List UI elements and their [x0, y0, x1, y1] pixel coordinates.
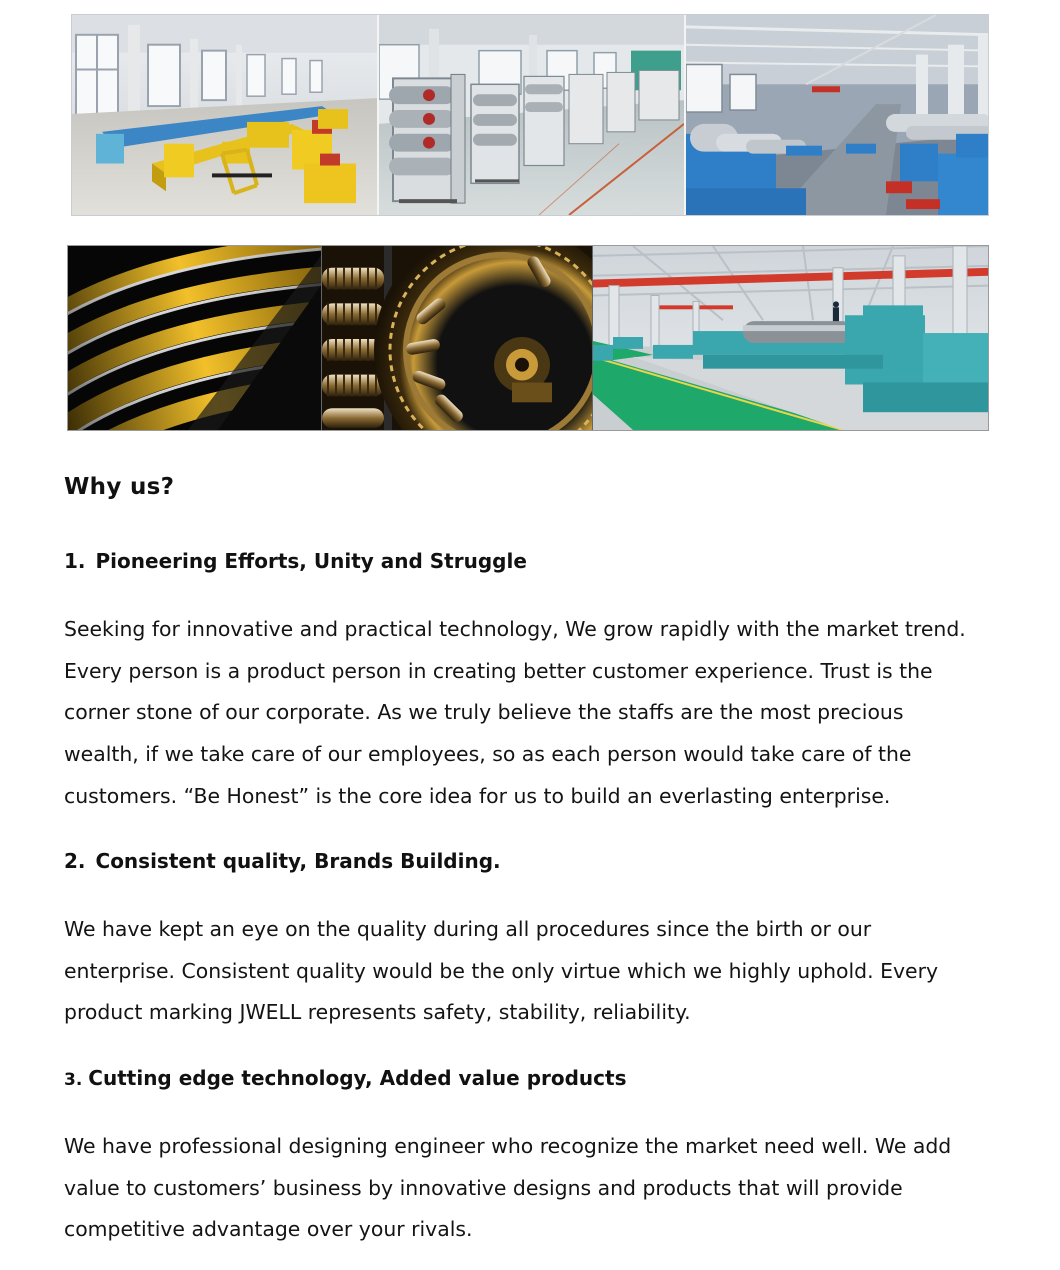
why-us-heading: Why us?: [64, 474, 175, 500]
section-2-number: 2.: [64, 849, 86, 873]
paragraph-line: We have kept an eye on the quality during all procedures since the birth or our: [64, 917, 872, 941]
paragraph-line: Seeking for innovative and practical technology, We grow rapidly with the market trend.: [64, 617, 966, 641]
section-3-title-text: Cutting edge technology, Added value products: [88, 1066, 627, 1090]
factory-hall-blue-pipe-lines-photo: [684, 15, 989, 215]
paragraph-line: corner stone of our corporate. As we truly believe the staffs are the most precious: [64, 700, 904, 725]
paragraph-line: Every person is a product person in creating better customer experience. Trust is the: [64, 658, 933, 683]
green-floor-machining-hall-photo: [592, 246, 989, 430]
factory-hall-yellow-lines-photo: [72, 15, 377, 215]
section-1-title: [64, 549, 527, 573]
section-1-title-text: Pioneering Efforts, Unity and Struggle: [95, 549, 527, 573]
machinery-photo-strip-bottom: [67, 245, 989, 431]
paragraph-line: wealth, if we take care of our employees, so as each person would take care of the: [64, 742, 912, 767]
paragraph-line: product marking JWELL represents safety, stability, reliability.: [64, 1000, 691, 1025]
section-3-title: [64, 1066, 627, 1090]
section-3-number: 3.: [64, 1070, 83, 1090]
section-2-title: [64, 849, 501, 873]
factory-photo-strip-top: [71, 14, 989, 216]
section-2-paragraph: [64, 909, 1004, 1034]
paragraph-line: enterprise. Consistent quality would be the only virtue which we highly uphold. Every: [64, 958, 939, 983]
paragraph-line: customers. “Be Honest” is the core idea for us to build an everlasting enterprise.: [64, 783, 891, 808]
section-3-paragraph: [64, 1126, 1004, 1251]
factory-hall-roller-stands-photo: [377, 15, 684, 215]
section-2-title-text: Consistent quality, Brands Building.: [95, 849, 501, 873]
paragraph-line: competitive advantage over your rivals.: [64, 1217, 473, 1242]
section-1-number: 1.: [64, 549, 86, 573]
screw-flights-closeup-photo: [68, 246, 321, 430]
section-1-paragraph: [64, 609, 1004, 818]
paragraph-line: value to customers’ business by innovative designs and products that will provide: [64, 1175, 903, 1200]
paragraph-line: We have professional designing engineer who recognize the market need well. We add: [64, 1134, 952, 1158]
screws-and-gear-ring-closeup-photo: [321, 246, 592, 430]
